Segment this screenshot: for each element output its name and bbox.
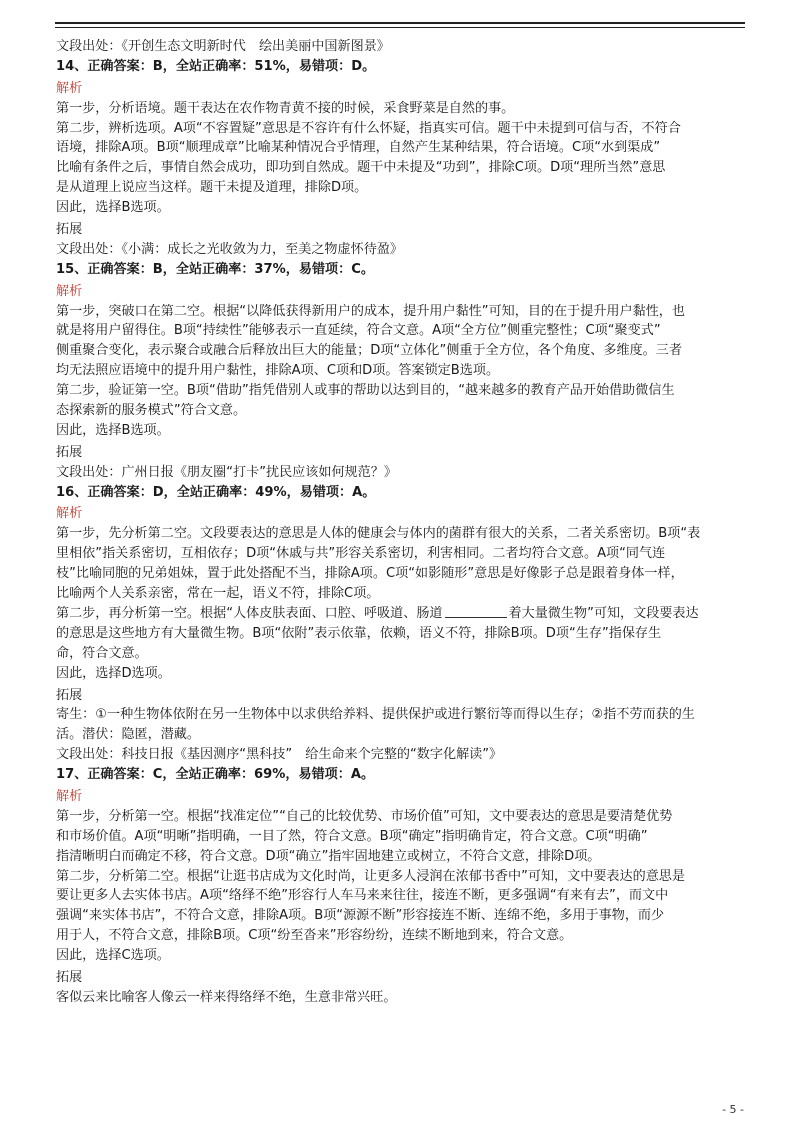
analysis-text: 第一步，先分析第二空。文段要表达的意思是人体的健康会与体内的菌群有很大的关系，二者关系密切。B项“表 [56, 526, 701, 542]
expand-heading: 拓展 [56, 444, 83, 460]
page-content [56, 37, 748, 1008]
expand-text: 寄生：①一种生物体依附在另一生物体中以求供给养料、提供保护或进行繁衍等而得以生存；②指不劳而获的生 [56, 707, 695, 723]
source-line: 文段出处：《开创生态文明新时代 绘出美丽中国新图景》 [56, 39, 390, 54]
analysis-text: 第二步，分析第二空。根据“让逛书店成为文化时尚，让更多人浸润在浓郁书香中”可知，文中要表达的意思是 [56, 868, 685, 884]
analysis-text: 枝”比喻同胞的兄弟姐妹，置于此处搭配不当，排除A项。C项“如影随形”意思是好像影子总是跟着身体一样， [56, 566, 684, 582]
analysis-text: 均无法照应语境中的提升用户黏性，排除A项、C项和D项。答案锁定B选项。 [56, 363, 500, 379]
analysis-heading: 解析 [56, 80, 83, 96]
analysis-text: 强调“来实体书店”，不符合文意，排除A项。B项“源源不断”形容接连不断、连绵不绝，多用于事物，而少 [56, 908, 665, 924]
answer-line-q16: 16、正确答案：D，全站正确率：49%，易错项：A。 [56, 484, 376, 500]
answer-line-q14: 14、正确答案：B，全站正确率：51%，易错项：D。 [56, 58, 376, 74]
expand-text: 文段出处：《小满：成长之光收敛为力，至美之物虚怀待盈》 [56, 241, 403, 257]
analysis-text: 因此，选择C选项。 [56, 948, 170, 964]
analysis-text: 因此，选择D选项。 [56, 665, 171, 681]
expand-heading: 拓展 [56, 687, 83, 703]
analysis-heading: 解析 [56, 506, 83, 522]
analysis-text: 语境，排除A项。B项“顺理成章”比喻某种情况合乎情理，自然产生某种结果，符合语境。C项“水到渠成” [56, 140, 661, 156]
analysis-text: 第一步，分析语境。题干表达在农作物青黄不接的时候，采食野菜是自然的事。 [56, 100, 515, 116]
analysis-text: 就是将用户留得住。B项“持续性”能够表示一直延续，符合文意。A项“全方位”侧重完整性；C项“聚变式” [56, 323, 661, 339]
expand-heading: 拓展 [56, 222, 83, 238]
analysis-text: 是从道理上说应当这样。题干未提及道理，排除D项。 [56, 180, 368, 196]
fill-in-blank [445, 604, 507, 618]
expand-text: 活。潜伏：隐匿，潜藏。 [56, 727, 201, 743]
expand-text: 文段出处：科技日报《基因测序“黑科技” 给生命来个完整的“数字化解读”》 [56, 747, 503, 763]
analysis-text: 里相依”指关系密切，互相依存；D项“休戚与共”形容关系密切，利害相同。二者均符合文意。A项“同气连 [56, 546, 666, 562]
analysis-text: 和市场价值。A项“明晰”指明确，一目了然，符合文意。B项“确定”指明确肯定，符合文意。C项“明确” [56, 828, 648, 844]
analysis-text: 第二步，辨析选项。A项“不容置疑”意思是不容许有什么怀疑，指真实可信。题干中未提到可信与否，不符合 [56, 120, 681, 136]
analysis-text: 因此，选择B选项。 [56, 200, 170, 216]
header-rule-thin [55, 27, 745, 28]
analysis-text: 侧重聚合变化，表示聚合或融合后释放出巨大的能量；D项“立体化”侧重于全方位，各个角度、多维度。三者 [56, 343, 682, 359]
analysis-text: 因此，选择B选项。 [56, 422, 170, 438]
blank-line-after: 着大量微生物”可知，文段要表达 [508, 605, 699, 621]
analysis-text: 第一步，突破口在第二空。根据“以降低获得新用户的成本，提升用户黏性”可知，目的在于提升用户黏性，也 [56, 303, 685, 319]
header-rule-thick [55, 22, 745, 24]
analysis-text-with-blank [56, 604, 748, 624]
analysis-heading: 解析 [56, 788, 83, 804]
page-number: - 5 - [722, 1103, 744, 1116]
analysis-text: 比喻两个人关系亲密，常在一起，语义不符，排除C项。 [56, 586, 380, 602]
blank-line-before: 第二步，再分析第一空。根据“人体皮肤表面、口腔、呼吸道、肠道 [56, 605, 443, 621]
analysis-text: 第二步，验证第一空。B项“借助”指凭借别人或事的帮助以达到目的，“越来越多的教育产品开始借助微信生 [56, 383, 675, 399]
analysis-text: 用于人，不符合文意，排除B项。C项“纷至沓来”形容纷纷，连续不断地到来，符合文意。 [56, 928, 573, 944]
expand-heading: 拓展 [56, 969, 83, 985]
analysis-text: 比喻有条件之后，事情自然会成功，即功到自然成。题干中未提及“功到”，排除C项。D项“理所当然”意思 [56, 160, 666, 176]
answer-line-q17: 17、正确答案：C，全站正确率：69%，易错项：A。 [56, 767, 375, 783]
analysis-text: 命，符合文意。 [56, 645, 148, 661]
analysis-text: 的意思是这些地方有大量微生物。B项“依附”表示依靠，依赖，语义不符，排除B项。D项“生存”指保存生 [56, 625, 662, 641]
analysis-text: 第一步，分析第一空。根据“找准定位”“自己的比较优势、市场价值”可知，文中要表达的意思是要清楚优势 [56, 808, 673, 824]
analysis-heading: 解析 [56, 283, 83, 299]
analysis-text: 态探索新的服务模式”符合文意。 [56, 403, 247, 419]
expand-text: 文段出处：广州日报《朋友圈“打卡”扰民应该如何规范？》 [56, 464, 397, 480]
expand-text: 客似云来比喻客人像云一样来得络绎不绝，生意非常兴旺。 [56, 989, 397, 1005]
analysis-text: 要让更多人去实体书店。A项“络绎不绝”形容行人车马来来往往，接连不断，更多强调“有来有去”，而文中 [56, 888, 669, 904]
answer-line-q15: 15、正确答案：B，全站正确率：37%，易错项：C。 [56, 261, 374, 277]
analysis-text: 指清晰明白而确定不移，符合文意。D项“确立”指牢固地建立或树立，不符合文意，排除D项。 [56, 848, 601, 864]
